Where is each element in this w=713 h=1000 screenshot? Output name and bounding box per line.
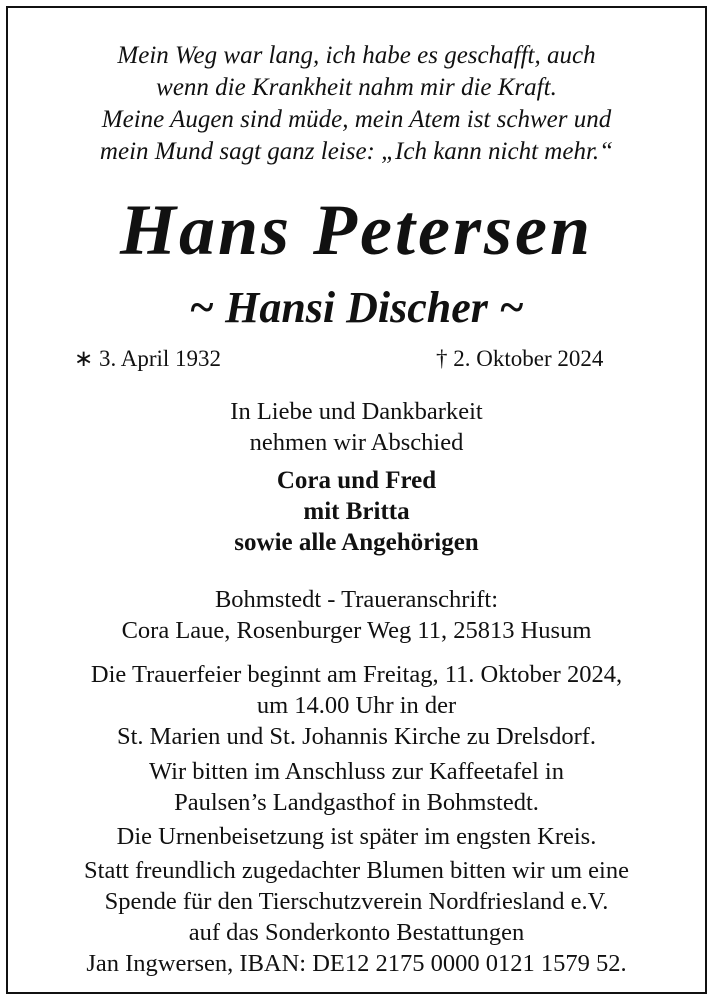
ceremony-line: Wir bitten im Anschluss zur Kaffeetafel in [149,758,564,785]
ceremony-line: Statt freundlich zugedachter Blumen bitten wir um eine [84,857,629,884]
farewell-line: nehmen wir Abschied [249,429,464,456]
address-line: Bohmstedt - Traueranschrift: [214,586,499,613]
poem-line: Mein Weg war lang, ich habe es geschafft, auch [117,42,596,69]
poem-line: wenn die Krankheit nahm mir die Kraft. [156,74,557,101]
ceremony-line: Jan Ingwersen, IBAN: DE12 2175 0000 0121 1579 52. [86,950,627,977]
poem-line: Meine Augen sind müde, mein Atem ist schwer und [101,106,612,133]
deceased-nickname: ~ Hansi Discher ~ [189,283,524,332]
ceremony-line: Spende für den Tierschutzverein Nordfriesland e.V. [104,888,609,915]
ceremony-line: Die Trauerfeier beginnt am Freitag, 11. Oktober 2024, [90,661,623,688]
death-date: † 2. Oktober 2024 [436,346,604,371]
ceremony-line: auf das Sonderkonto Bestattungen [188,919,525,946]
farewell-line: In Liebe und Dankbarkeit [230,398,483,425]
family-line: sowie alle Angehörigen [234,529,479,556]
ceremony-line: Die Urnenbeisetzung ist später im engsten Kreis. [116,823,597,850]
ceremony-line: St. Marien und St. Johannis Kirche zu Drelsdorf. [116,723,597,750]
poem-line: mein Mund sagt ganz leise: „Ich kann nicht mehr.“ [99,138,614,165]
ceremony-line: um 14.00 Uhr in der [256,692,457,719]
birth-date: ∗ 3. April 1932 [74,346,222,371]
address-line: Cora Laue, Rosenburger Weg 11, 25813 Husum [121,617,592,644]
ceremony-line: Paulsen’s Landgasthof in Bohmstedt. [174,789,539,816]
deceased-name: Hans Petersen [119,190,593,270]
family-line: Cora und Fred [276,467,437,494]
family-line: mit Britta [303,498,410,525]
